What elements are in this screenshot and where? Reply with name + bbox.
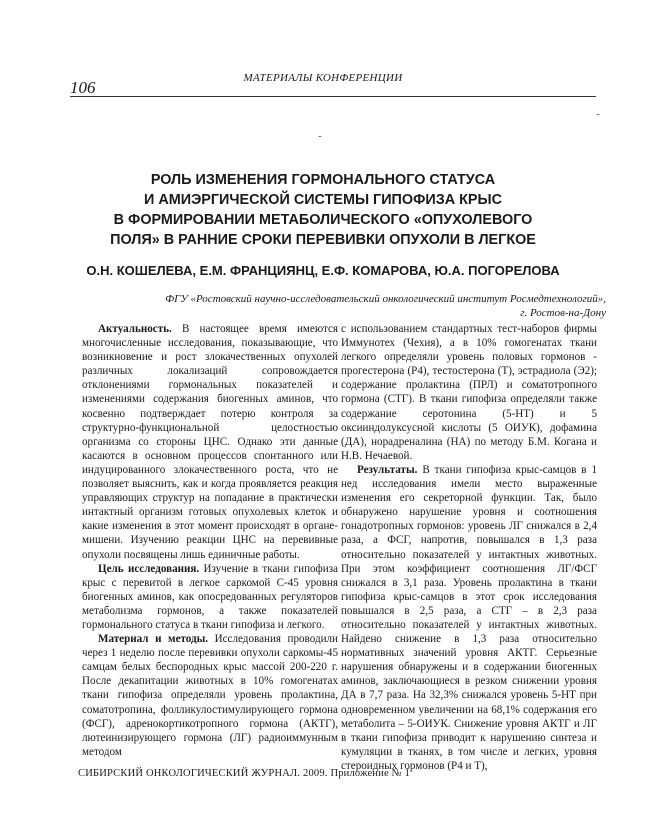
stray-mark: - — [318, 130, 322, 142]
article-title — [40, 170, 606, 250]
title-line: РОЛЬ ИЗМЕНЕНИЯ ГОРМОНАЛЬНОГО СТАТУСА — [150, 172, 496, 188]
right-column — [341, 322, 597, 773]
paragraph — [82, 322, 338, 562]
paragraph-text: В настоящее время имеются многочисленные исследования, показывающие, что возникновение и рост злокачественных опухолей различных локализаций сопровождается отклонениями гормональных показателей и изменениями содержания биогенных аминов, что косвенно подтверждает потерю контроля за структурно-функциональной целостностью организма со стороны ЦНС. Однако эти данные касаются в основном процессов спонтанного или индуцированного злокачественного роста, что не позволяет выяснить, как и когда проявляется реакция управляющих структур на попадание в практически интактный организм готовых опухолевых клеток и какие изменения в этот момент происходят в органе-мишени. Изучению реакции ЦНС на перевивные опухоли посвящены лишь единичные работы. — [82, 323, 338, 561]
paragraph — [82, 562, 338, 632]
affiliation-line: ФГУ «Ростовский научно-исследовательский онкологический институт Росмедтехнологий», — [165, 293, 606, 305]
paragraph-heading: Результаты. — [357, 463, 418, 476]
paragraph-text: В ткани гипофиза крыс-самцов в 1 нед исследования имели место выраженные изменения его секреторной функции. Так, было обнаружено нарушение уровня и соотношения гонадотропных гормонов: уровень ЛГ снижался в 2,4 раза, а ФСГ, напротив, повышался в 1,3 раза относительно показателей у интактных животных. При этом коэффициент соотношения ЛГ/ФСГ снижался в 3,1 раза. Уровень пролактина в ткани гипофиза крыс-самцов в этот срок исследования повышался в 2,5 раза, а СТГ – в 2,3 раза относительно показателей у интактных животных. Найдено снижение в 1,3 раза относительно нормативных значений уровня АКТГ. Серьезные нарушения обнаружены и в содержании биогенных аминов, заключающиеся в резком снижении уровня ДА в 7,7 раза. На 32,3% снижался уровень 5-НТ при одновременном увеличении на 68,1% содержания его метаболита – 5-ОИУК. Снижение уровня АКТГ и ЛГ в ткани гипофиза приводит к нарушению синтеза и кумуляции в тканях, в том числе и легких, уровня стероидных гормонов (Р4 и Т), — [341, 463, 597, 772]
affiliation-line: г. Ростов-на-Дону — [520, 307, 606, 319]
paragraph — [341, 463, 597, 773]
page-number: 106 — [70, 78, 96, 97]
affiliation — [60, 292, 606, 320]
paragraph — [82, 632, 338, 759]
left-column — [82, 322, 338, 759]
paragraph-heading: Актуальность. — [98, 323, 172, 335]
paragraph-text: Изучение в ткани гипофиза крыс с перевитой в легкое саркомой С-45 уровня биогенных аминов, как опосредованных регуляторов метаболизма гормонов, а также показателей гормонального статуса в ткани гипофиза и легкого. — [82, 562, 338, 631]
title-line: ПОЛЯ» В РАННИЕ СРОКИ ПЕРЕВИВКИ ОПУХОЛИ В ЛЕГКОЕ — [110, 232, 536, 248]
stray-mark: - — [596, 108, 600, 120]
paragraph-text: с использованием стандартных тест-наборов фирмы Иммунотех (Чехия), а в 10% гомогенатах ткани легкого определяли уровень половых гормонов - прогестерона (Р4), тестостерона (Т), эстрадиола (Э2); содержание пролактина (ПРЛ) и соматотропного гормона (СТГ). В ткани гипофиза определяли также содержание серотонина (5-НТ) и 5 оксииндолуксусной кислоты (5 ОИУК), дофамина (ДА), норадреналина (НА) по методу Б.М. Когана и Н.В. Нечаевой. — [341, 323, 597, 462]
paragraph-heading: Материал и методы. — [98, 633, 209, 646]
authors: О.Н. КОШЕЛЕВА, Е.М. ФРАНЦИЯНЦ, Е.Ф. КОМАРОВА, Ю.А. ПОГОРЕЛОВА — [86, 263, 560, 278]
journal-footer: СИБИРСКИЙ ОНКОЛОГИЧЕСКИЙ ЖУРНАЛ. 2009. Приложение № 1 — [78, 768, 411, 779]
running-header: МАТЕРИАЛЫ КОНФЕРЕНЦИИ — [243, 72, 403, 84]
title-line: В ФОРМИРОВАНИИ МЕТАБОЛИЧЕСКОГО «ОПУХОЛЕВОГО — [113, 212, 533, 228]
title-line: И АМИЭРГИЧЕСКОЙ СИСТЕМЫ ГИПОФИЗА КРЫС — [144, 192, 502, 208]
paragraph-heading: Цель исследования. — [98, 562, 200, 575]
paragraph — [341, 322, 597, 463]
paragraph-text: Исследования проводили через 1 неделю после перевивки опухоли саркомы-45 самцам белых беспородных крыс массой 200-220 г. После декапитации животных в 10% гомогенатах ткани гипофиза определяли уровень пролактина, соматотропина, фолликулостимулирующего гормона (ФСГ), адренокортикотропного гормона (АКТГ), лютеинизирующего гормона (ЛГ) радиоиммунным методом — [82, 633, 338, 758]
header-rule — [70, 96, 596, 97]
